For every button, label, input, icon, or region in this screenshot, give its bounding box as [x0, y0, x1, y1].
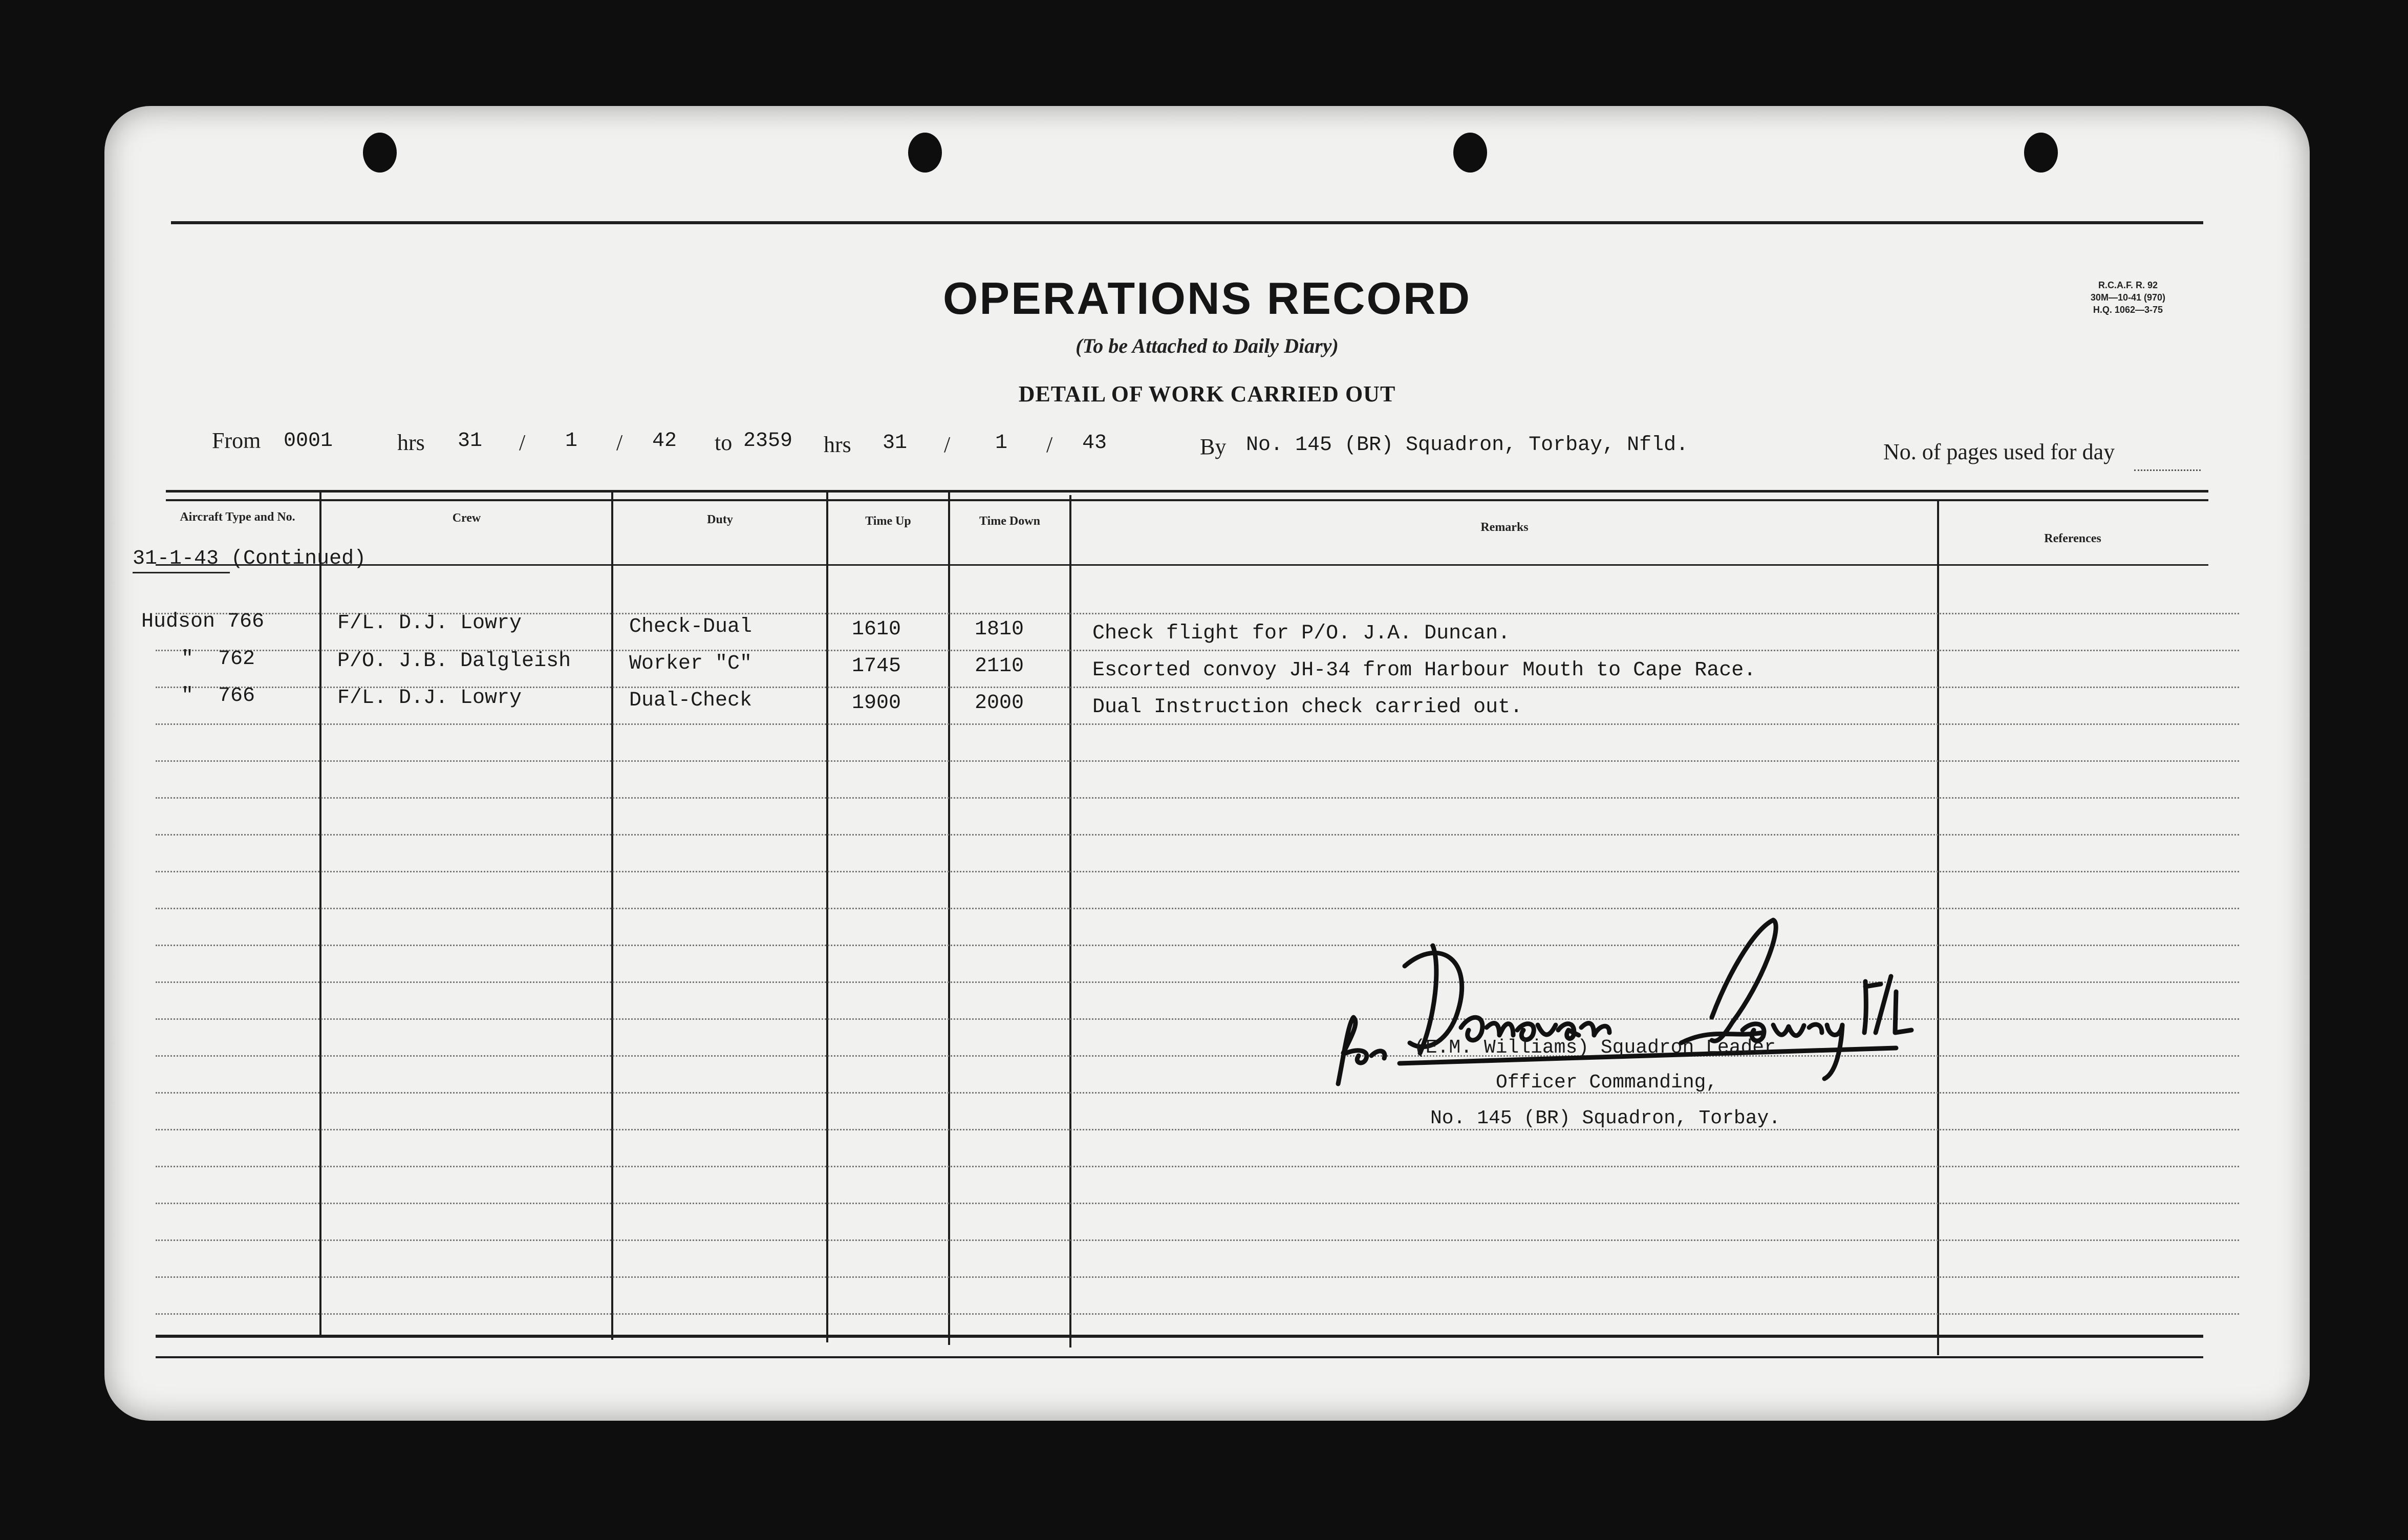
pages-label: No. of pages used for day [1883, 439, 2115, 464]
cell-duty: Dual-Check [629, 689, 752, 712]
ruled-line [156, 1276, 2239, 1278]
date-slash: / [519, 430, 526, 455]
col-header-remarks: Remarks [1480, 521, 1529, 534]
ruled-line [156, 1129, 2239, 1130]
col-divider [1069, 495, 1071, 1348]
to-label: to [715, 430, 733, 455]
signatory-name-line: (E.M. Williams) Squadron Leader [1414, 1037, 1776, 1059]
cell-remarks: Escorted convoy JH-34 from Harbour Mouth to Cape Race. [1092, 659, 1756, 682]
to-year: 43 [1082, 432, 1107, 455]
from-day: 31 [458, 430, 483, 453]
ruled-line [156, 1166, 2239, 1167]
date-slash: / [944, 432, 951, 457]
cell-aircraft: " 766 [181, 685, 255, 708]
col-header-crew: Crew [452, 511, 481, 525]
form-code: R.C.A.F. R. 92 [2098, 280, 2158, 290]
col-divider [948, 493, 950, 1345]
form-code: H.Q. 1062—3-75 [2093, 305, 2163, 315]
date-slash: / [1046, 432, 1053, 457]
table-top-rule [166, 490, 2208, 493]
operations-record-card [104, 106, 2310, 1421]
by-label: By [1200, 434, 1227, 459]
form-title: OPERATIONS RECORD [942, 273, 1472, 324]
cell-remarks: Dual Instruction check carried out. [1092, 696, 1523, 719]
form-code-block [2091, 279, 2165, 316]
table-bottom-rule [156, 1335, 2203, 1338]
col-header-aircraft: Aircraft Type and No. [180, 510, 295, 524]
ruled-line [156, 797, 2239, 799]
cell-time-up: 1610 [852, 618, 901, 641]
to-day: 31 [883, 432, 908, 455]
pages-dotted-field [2134, 469, 2201, 471]
cell-remarks: Check flight for P/O. J.A. Duncan. [1092, 622, 1511, 645]
cell-crew: P/O. J.B. Dalgleish [337, 650, 571, 673]
cell-duty: Worker "C" [629, 652, 752, 675]
ruled-line [156, 871, 2239, 872]
to-month: 1 [995, 432, 1008, 455]
form-code: 30M—10-41 (970) [2090, 292, 2165, 303]
hrs-label-2: hrs [824, 432, 851, 457]
form-subtitle: (To be Attached to Daily Diary) [1076, 334, 1339, 357]
col-divider [826, 493, 828, 1342]
punch-hole [2024, 133, 2058, 173]
cell-duty: Check-Dual [629, 615, 752, 638]
ruled-line [156, 723, 2239, 725]
col-header-time-up: Time Up [865, 515, 911, 528]
from-label: From [212, 428, 261, 453]
col-divider [611, 490, 613, 1340]
date-underline [133, 572, 230, 573]
signatory-title-line: Officer Commanding, [1496, 1072, 1718, 1094]
table-top-rule-2 [166, 499, 2208, 501]
table-bottom-rule-2 [156, 1356, 2203, 1358]
ruled-line [156, 1313, 2239, 1315]
col-divider [319, 490, 321, 1335]
from-time: 0001 [284, 430, 333, 453]
ruled-line [156, 834, 2239, 836]
cell-time-down: 2110 [975, 655, 1024, 678]
from-year: 42 [652, 430, 677, 453]
cell-crew: F/L. D.J. Lowry [337, 687, 522, 710]
punch-hole [363, 133, 397, 173]
cell-time-up: 1745 [852, 655, 901, 678]
col-header-time-down: Time Down [979, 515, 1040, 528]
cell-aircraft: " 762 [181, 648, 255, 671]
top-rule [171, 221, 2203, 224]
cell-time-down: 2000 [975, 692, 1024, 715]
punch-hole [1453, 133, 1487, 173]
date-slash: / [616, 430, 623, 455]
column-header-rule [156, 564, 2208, 566]
cell-crew: F/L. D.J. Lowry [337, 612, 522, 635]
to-time: 2359 [743, 430, 793, 453]
col-header-references: References [2044, 532, 2101, 545]
col-header-duty: Duty [707, 513, 733, 526]
unit-name: No. 145 (BR) Squadron, Torbay, Nfld. [1246, 434, 1689, 457]
signatory-unit-line: No. 145 (BR) Squadron, Torbay. [1430, 1107, 1781, 1129]
cell-time-down: 1810 [975, 618, 1024, 641]
cell-time-up: 1900 [852, 692, 901, 715]
from-month: 1 [565, 430, 578, 453]
cell-aircraft: Hudson 766 [141, 610, 265, 633]
punch-hole [908, 133, 942, 173]
ruled-line [156, 1239, 2239, 1241]
ruled-line [156, 760, 2239, 762]
ruled-line [156, 1203, 2239, 1204]
hrs-label: hrs [397, 430, 425, 455]
date-heading: 31-1-43 (Continued) [133, 547, 367, 570]
form-detail-heading: DETAIL OF WORK CARRIED OUT [1018, 381, 1396, 407]
